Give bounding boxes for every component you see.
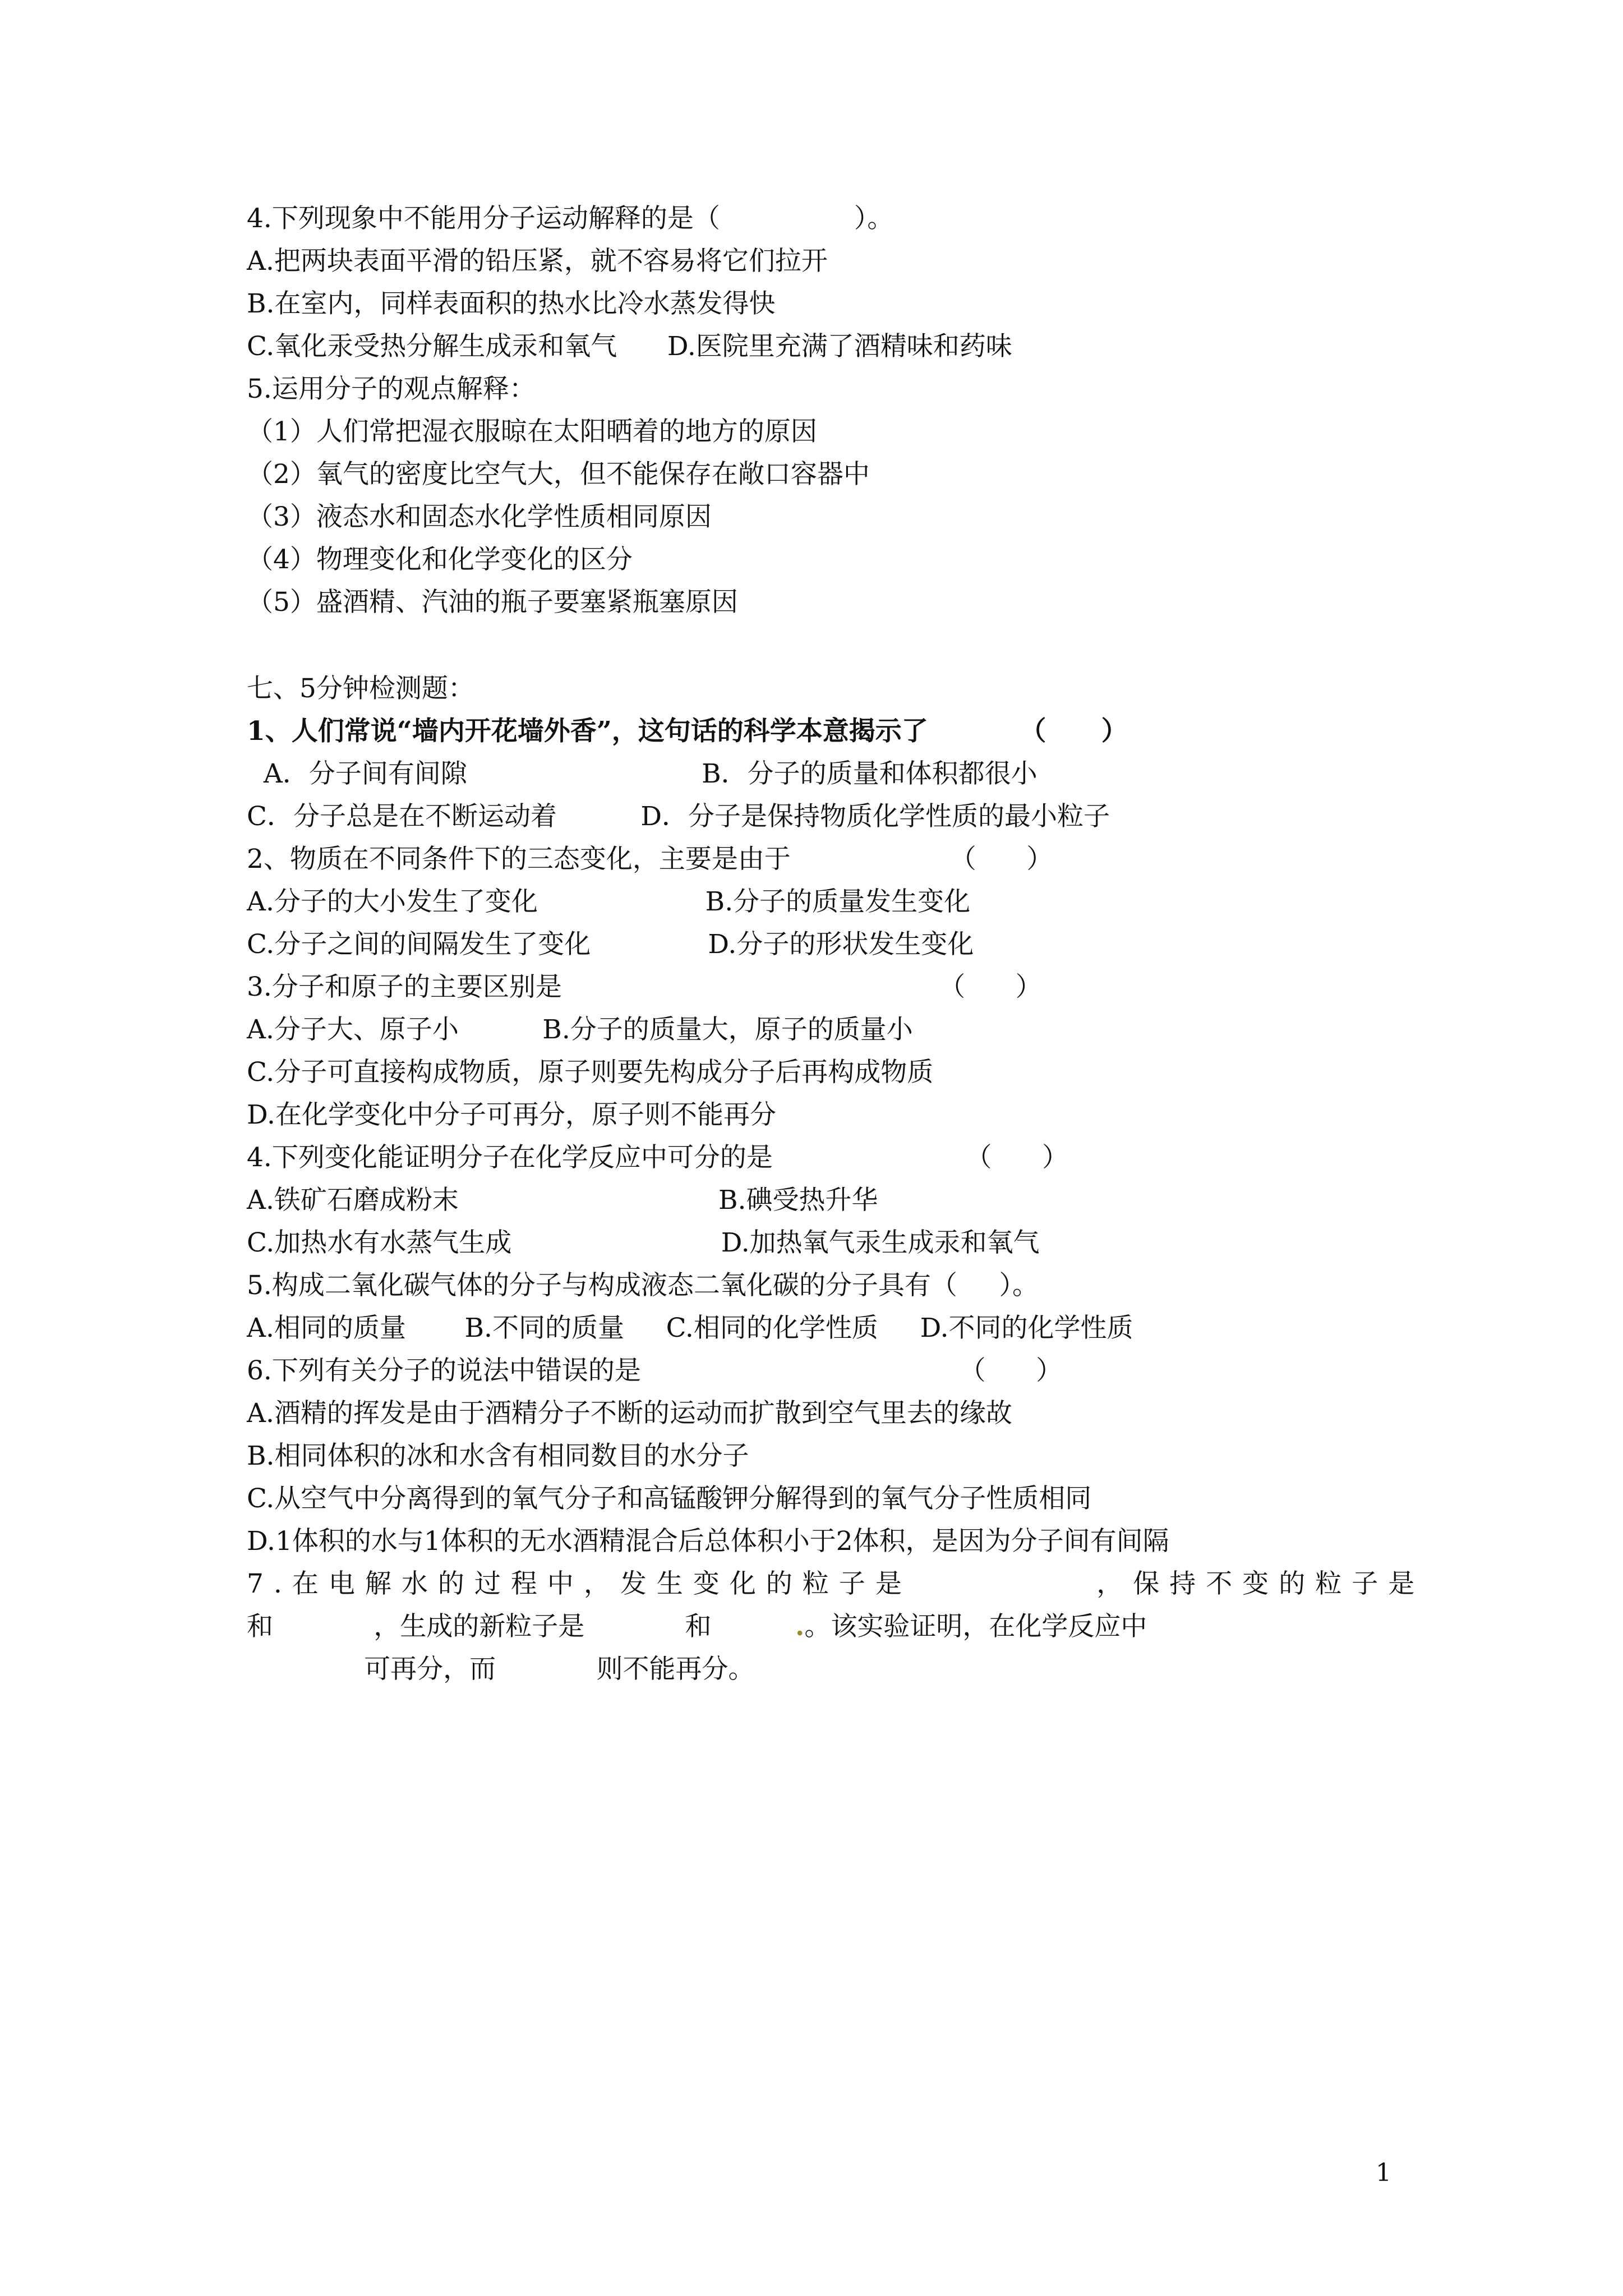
quiz-6-option-b: B.相同体积的冰和水含有相同数目的水分子 <box>247 1441 749 1471</box>
question-5-item-3: （3）液态水和固态水化学性质相同原因 <box>247 501 712 532</box>
quiz-3-option-c: C.分子可直接构成物质，原子则要先构成分子后再构成物质 <box>247 1057 934 1088</box>
quiz-6-stem: 6.下列有关分子的说法中错误的是 （ ） <box>247 1355 1063 1386</box>
question-5-item-1: （1）人们常把湿衣服晾在太阳晒着的地方的原因 <box>247 416 817 447</box>
question-4-option-b: B.在室内，同样表面积的热水比冷水蒸发得快 <box>247 288 776 319</box>
quiz-2-stem: 2、物质在不同条件下的三态变化，主要是由于 （ ） <box>247 844 1053 875</box>
section-heading: 七、5分钟检测题： <box>247 673 474 704</box>
quiz-7-line-2-part-a: 和 ，生成的新粒子是 和 <box>247 1611 795 1642</box>
quiz-7-line-3: 可再分，而 则不能再分。 <box>247 1654 755 1685</box>
quiz-7-line-1: 7.在电解水的过程中，发生变化的粒子是 ，保持不变的粒子是 <box>247 1568 1425 1599</box>
quiz-3-option-d: D.在化学变化中分子可再分，原子则不能再分 <box>247 1099 776 1130</box>
quiz-7-line-2-part-b: 。该实验证明，在化学反应中 <box>804 1611 1147 1642</box>
quiz-3-stem: 3.分子和原子的主要区别是 （ ） <box>247 972 1042 1002</box>
question-4-options-cd: C.氧化汞受热分解生成汞和氧气 D.医院里充满了酒精味和药味 <box>247 331 1012 362</box>
question-5-item-5: （5）盛酒精、汽油的瓶子要塞紧瓶塞原因 <box>247 587 738 618</box>
question-4-option-a: A.把两块表面平滑的铅压紧，就不容易将它们拉开 <box>247 246 828 277</box>
page-number: 1 <box>1376 2159 1391 2187</box>
quiz-1-options-ab: A．分子间有间隙 B．分子的质量和体积都很小 <box>247 758 1038 789</box>
quiz-2-options-ab: A.分子的大小发生了变化 B.分子的质量发生变化 <box>247 886 971 917</box>
quiz-2-options-cd: C.分子之间的间隔发生了变化 D.分子的形状发生变化 <box>247 929 974 960</box>
quiz-6-option-c: C.从空气中分离得到的氧气分子和高锰酸钾分解得到的氧气分子性质相同 <box>247 1483 1092 1514</box>
quiz-6-option-d: D.1体积的水与1体积的无水酒精混合后总体积小于2体积，是因为分子间有间隔 <box>247 1526 1169 1557</box>
quiz-7-dot: . <box>795 1611 805 1642</box>
quiz-3-options-ab: A.分子大、原子小 B.分子的质量大，原子的质量小 <box>247 1014 913 1045</box>
quiz-7-line-2 <box>247 1609 1147 1645</box>
question-5-item-4: （4）物理变化和化学变化的区分 <box>247 544 633 575</box>
quiz-4-options-cd: C.加热水有水蒸气生成 D.加热氧气汞生成汞和氧气 <box>247 1227 1040 1258</box>
question-5-item-2: （2）氧气的密度比空气大，但不能保存在敞口容器中 <box>247 459 870 490</box>
quiz-5-options: A.相同的质量 B.不同的质量 C.相同的化学性质 D.不同的化学性质 <box>247 1313 1133 1343</box>
quiz-4-options-ab: A.铁矿石磨成粉末 B.碘受热升华 <box>247 1185 878 1216</box>
quiz-4-stem: 4.下列变化能证明分子在化学反应中可分的是 （ ） <box>247 1142 1069 1173</box>
quiz-1-stem: 1、人们常说“墙内开花墙外香”，这句话的科学本意揭示了 （ ） <box>247 716 1128 747</box>
question-4-stem: 4.下列现象中不能用分子运动解释的是（ ）。 <box>247 203 894 234</box>
question-5-stem: 5.运用分子的观点解释： <box>247 374 536 404</box>
quiz-5-stem: 5.构成二氧化碳气体的分子与构成液态二氧化碳的分子具有（ ）。 <box>247 1270 1039 1301</box>
quiz-1-options-cd: C．分子总是在不断运动着 D．分子是保持物质化学性质的最小粒子 <box>247 801 1110 832</box>
quiz-6-option-a: A.酒精的挥发是由于酒精分子不断的运动而扩散到空气里去的缘故 <box>247 1398 1012 1429</box>
